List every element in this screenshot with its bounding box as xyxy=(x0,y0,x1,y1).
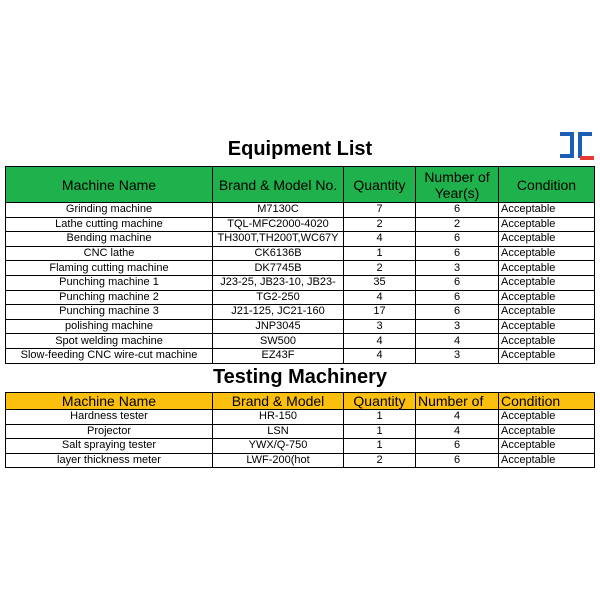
table-row xyxy=(6,203,595,218)
header-brand-model: Brand & Model xyxy=(213,393,344,410)
cell-quantity: 2 xyxy=(344,217,416,232)
cell-machine-name: Grinding machine xyxy=(6,203,213,218)
cell-machine-name: CNC lathe xyxy=(6,246,213,261)
cell-machine-name: Slow-feeding CNC wire-cut machine xyxy=(6,348,213,363)
table-row xyxy=(6,246,595,261)
cell-quantity: 2 xyxy=(344,261,416,276)
cell-years: 6 xyxy=(416,275,499,290)
cell-quantity: 1 xyxy=(344,424,416,439)
cell-condition: Acceptable xyxy=(499,319,595,334)
table-row xyxy=(6,334,595,349)
cell-years: 4 xyxy=(416,410,499,425)
header-brand-model: Brand & Model No. xyxy=(213,167,344,203)
cell-condition: Acceptable xyxy=(499,203,595,218)
cell-machine-name: polishing machine xyxy=(6,319,213,334)
cell-condition: Acceptable xyxy=(499,453,595,468)
cell-brand-model: J23-25, JB23-10, JB23- xyxy=(213,275,344,290)
cell-quantity: 4 xyxy=(344,232,416,247)
cell-brand-model: TH300T,TH200T,WC67Y xyxy=(213,232,344,247)
testing-machinery-title: Testing Machinery xyxy=(212,366,388,388)
cell-quantity: 1 xyxy=(344,410,416,425)
cell-machine-name: Hardness tester xyxy=(6,410,213,425)
cell-machine-name: layer thickness meter xyxy=(6,453,213,468)
cell-condition: Acceptable xyxy=(499,410,595,425)
cell-brand-model: DK7745B xyxy=(213,261,344,276)
table-row xyxy=(6,217,595,232)
header-condition: Condition xyxy=(499,167,595,203)
header-machine-name: Machine Name xyxy=(6,393,213,410)
table-row xyxy=(6,453,595,468)
cell-machine-name: Flaming cutting machine xyxy=(6,261,213,276)
cell-condition: Acceptable xyxy=(499,246,595,261)
cell-condition: Acceptable xyxy=(499,261,595,276)
cell-machine-name: Punching machine 1 xyxy=(6,275,213,290)
cell-quantity: 4 xyxy=(344,290,416,305)
cell-years: 6 xyxy=(416,305,499,320)
cell-quantity: 3 xyxy=(344,319,416,334)
cell-years: 2 xyxy=(416,217,499,232)
cell-years: 4 xyxy=(416,424,499,439)
cell-brand-model: HR-150 xyxy=(213,410,344,425)
cell-quantity: 4 xyxy=(344,334,416,349)
cell-machine-name: Punching machine 3 xyxy=(6,305,213,320)
cell-brand-model: TG2-250 xyxy=(213,290,344,305)
cell-brand-model: JNP3045 xyxy=(213,319,344,334)
header-quantity: Quantity xyxy=(344,393,416,410)
cell-years: 6 xyxy=(416,439,499,454)
cell-condition: Acceptable xyxy=(499,439,595,454)
table-row xyxy=(6,305,595,320)
testing-table xyxy=(5,392,595,468)
table-row xyxy=(6,424,595,439)
cell-years: 6 xyxy=(416,232,499,247)
cell-condition: Acceptable xyxy=(499,348,595,363)
table-row xyxy=(6,275,595,290)
cell-years: 6 xyxy=(416,203,499,218)
table-row xyxy=(6,319,595,334)
cell-brand-model: CK6136B xyxy=(213,246,344,261)
cell-years: 6 xyxy=(416,453,499,468)
table-row xyxy=(6,410,595,425)
equipment-header-row xyxy=(6,167,595,203)
header-years: Number of xyxy=(416,393,499,410)
cell-brand-model: EZ43F xyxy=(213,348,344,363)
cell-brand-model: YWX/Q-750 xyxy=(213,439,344,454)
equipment-list-title: Equipment List xyxy=(227,138,373,160)
cell-years: 6 xyxy=(416,246,499,261)
table-row xyxy=(6,261,595,276)
cell-quantity: 1 xyxy=(344,246,416,261)
cell-machine-name: Projector xyxy=(6,424,213,439)
table-row xyxy=(6,439,595,454)
cell-condition: Acceptable xyxy=(499,217,595,232)
header-years: Number of Year(s) xyxy=(416,167,499,203)
cell-quantity: 1 xyxy=(344,439,416,454)
testing-header-row xyxy=(6,393,595,410)
cell-quantity: 2 xyxy=(344,453,416,468)
table-row xyxy=(6,290,595,305)
table-row xyxy=(6,348,595,363)
cell-machine-name: Lathe cutting machine xyxy=(6,217,213,232)
cell-brand-model: LWF-200(hot xyxy=(213,453,344,468)
cell-condition: Acceptable xyxy=(499,305,595,320)
cell-quantity: 7 xyxy=(344,203,416,218)
cell-machine-name: Salt spraying tester xyxy=(6,439,213,454)
cell-condition: Acceptable xyxy=(499,424,595,439)
cell-years: 3 xyxy=(416,261,499,276)
header-machine-name: Machine Name xyxy=(6,167,213,203)
cell-years: 3 xyxy=(416,319,499,334)
cell-quantity: 35 xyxy=(344,275,416,290)
cell-brand-model: J21-125, JC21-160 xyxy=(213,305,344,320)
header-quantity: Quantity xyxy=(344,167,416,203)
cell-brand-model: M7130C xyxy=(213,203,344,218)
cell-condition: Acceptable xyxy=(499,290,595,305)
cell-brand-model: SW500 xyxy=(213,334,344,349)
cell-condition: Acceptable xyxy=(499,334,595,349)
cell-machine-name: Spot welding machine xyxy=(6,334,213,349)
cell-years: 6 xyxy=(416,290,499,305)
header-condition: Condition xyxy=(499,393,595,410)
equipment-table xyxy=(5,166,595,364)
cell-years: 3 xyxy=(416,348,499,363)
cell-brand-model: TQL-MFC2000-4020 xyxy=(213,217,344,232)
cell-condition: Acceptable xyxy=(499,275,595,290)
table-row xyxy=(6,232,595,247)
cell-quantity: 17 xyxy=(344,305,416,320)
cell-machine-name: Punching machine 2 xyxy=(6,290,213,305)
cell-machine-name: Bending machine xyxy=(6,232,213,247)
cell-condition: Acceptable xyxy=(499,232,595,247)
cell-years: 4 xyxy=(416,334,499,349)
cell-brand-model: LSN xyxy=(213,424,344,439)
cell-quantity: 4 xyxy=(344,348,416,363)
